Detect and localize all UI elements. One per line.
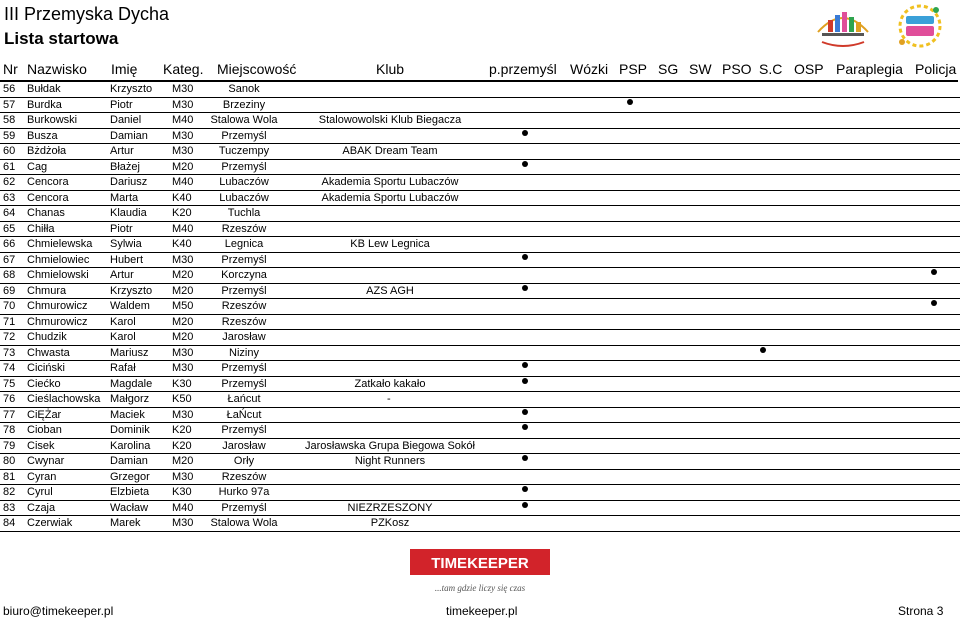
table-row [0,82,960,98]
table-row [0,485,960,501]
row-surname: Czaja [27,501,56,514]
row-club: Zatkało kakało [354,377,426,390]
row-nr: 58 [3,114,16,126]
table-row [0,516,960,532]
table-row [0,284,960,300]
row-surname: Burdka [27,98,62,111]
table-row [0,423,960,439]
row-nr: 84 [3,517,16,529]
table-row [0,439,960,455]
row-firstname: Maciek [110,408,145,421]
category-mark-dot [522,424,528,430]
table-row [0,206,960,222]
row-firstname: Waldem [110,300,150,312]
row-firstname: Sylwia [110,238,142,250]
category-mark-dot [627,99,633,105]
row-city: Przemyśl [221,160,267,173]
row-category: K20 [172,207,192,219]
row-city: Przemyśl [221,424,267,436]
table-row [0,268,960,284]
col-sw: SW [689,61,712,77]
row-city: Jarosław [222,439,266,452]
row-firstname: Daniel [110,114,142,126]
row-club: Jarosławska Grupa Biegowa Sokół [305,439,475,452]
row-nr: 64 [3,207,16,219]
row-surname: Chudzik [27,331,67,343]
table-row [0,454,960,470]
table-row [0,191,960,207]
row-surname: Cisek [27,439,55,452]
col-sg: SG [658,61,679,77]
row-firstname: Mariusz [110,346,149,359]
row-surname: Bżdżoła [27,145,67,157]
row-category: M20 [172,269,194,281]
category-mark-dot [522,502,528,508]
row-surname: Chmielowski [27,269,89,281]
category-mark-dot [760,347,766,353]
row-firstname: Artur [110,269,134,281]
row-firstname: Elzbieta [110,486,150,498]
row-category: M20 [172,331,194,343]
row-category: K30 [172,486,192,498]
row-surname: Cwynar [27,455,65,467]
row-firstname: Damian [110,129,148,142]
row-nr: 80 [3,455,16,467]
row-category: K40 [172,191,192,204]
row-nr: 76 [3,393,16,405]
table-header [0,61,960,79]
row-nr: 69 [3,284,16,297]
table-row [0,253,960,269]
row-city: Lubaczów [219,176,269,188]
row-surname: Chanas [27,207,65,219]
row-city: Przemyśl [221,129,267,142]
row-nr: 67 [3,253,16,266]
svg-text:TIMEKEEPER: TIMEKEEPER [431,555,529,572]
col-sc: S.C [759,61,783,77]
row-city: Rzeszów [221,222,267,235]
row-surname: Burkowski [27,114,78,126]
row-nr: 61 [3,160,16,173]
row-city: Stalowa Wola [210,114,278,126]
row-category: M30 [172,346,194,359]
row-category: M40 [172,114,194,126]
col-policja: Policja [915,61,957,77]
row-surname: Cioban [27,424,62,436]
row-nr: 68 [3,269,16,281]
row-surname: Cag [27,160,48,173]
row-city: Hurko 97a [218,486,270,498]
row-club: Akademia Sportu Lubaczów [321,176,459,188]
row-category: M20 [172,160,194,173]
row-category: M30 [172,408,194,421]
row-firstname: Karol [110,331,136,343]
footer-page: Strona 3 [898,604,944,618]
col-nr: Nr [3,61,18,77]
col-wozki: Wózki [570,61,609,77]
category-mark-dot [931,269,937,275]
row-club: Night Runners [354,455,426,467]
row-nr: 81 [3,470,16,483]
col-psp: PSP [619,61,648,77]
category-mark-dot [522,409,528,415]
row-city: Legnica [224,238,264,250]
table-row [0,222,960,238]
footer-email[interactable]: biuro@timekeeper.pl [3,604,114,618]
row-city: Stalowa Wola [210,517,278,529]
row-category: K30 [172,377,192,390]
table-row [0,299,960,315]
row-surname: Busza [27,129,58,142]
col-p-przemysl: p.przemyśl [489,61,557,77]
row-surname: Cyrul [27,486,53,498]
row-club: - [387,393,391,405]
row-nr: 72 [3,331,16,343]
table-row [0,392,960,408]
table-row [0,113,960,129]
category-mark-dot [522,161,528,167]
row-firstname: Karol [110,315,136,328]
row-category: K20 [172,439,192,452]
table-row [0,361,960,377]
row-nr: 63 [3,191,16,204]
przemyska-dycha-logo [888,2,952,50]
row-nr: 71 [3,315,16,328]
row-nr: 56 [3,83,16,95]
table-row [0,330,960,346]
category-mark-dot [522,285,528,291]
row-surname: Czerwiak [27,517,73,529]
row-nr: 62 [3,176,16,188]
table-row [0,377,960,393]
row-surname: Cencora [27,176,69,188]
row-category: M40 [172,222,194,235]
row-surname: Cencora [27,191,69,204]
row-club: AZS AGH [366,284,414,297]
category-mark-dot [522,362,528,368]
timekeeper-logo [410,549,550,597]
row-nr: 75 [3,377,16,390]
table-row [0,408,960,424]
row-nr: 77 [3,408,16,421]
row-city: Rzeszów [221,315,267,328]
row-surname: Ciećko [27,377,61,390]
row-surname: Bułdak [27,83,61,95]
row-category: M20 [172,455,194,467]
col-klub: Klub [376,61,405,77]
col-imie: Imię [111,61,138,77]
row-nr: 82 [3,486,16,498]
row-surname: Cyran [27,470,57,483]
row-category: M30 [172,145,194,157]
document-title: III Przemyska Dycha [4,4,170,24]
row-firstname: Magdale [110,377,153,390]
row-firstname: Wacław [110,501,149,514]
row-firstname: Artur [110,145,134,157]
row-firstname: Karolina [110,439,151,452]
row-city: ŁaŃcut [226,408,262,421]
row-nr: 78 [3,424,16,436]
row-category: M20 [172,315,194,328]
row-nr: 83 [3,501,16,514]
row-city: Jarosław [222,331,266,343]
row-nr: 59 [3,129,16,142]
row-city: Przemyśl [221,253,267,266]
row-city: Przemyśl [221,377,267,390]
row-category: M30 [172,362,194,374]
col-paraplegia: Paraplegia [836,61,903,77]
table-row [0,175,960,191]
row-city: Przemyśl [221,284,267,297]
col-nazwisko: Nazwisko [27,61,87,77]
row-city: Przemyśl [221,362,267,374]
table-row [0,129,960,145]
table-row [0,346,960,362]
footer-site[interactable]: timekeeper.pl [446,604,518,618]
row-surname: Chmura [27,284,67,297]
row-nr: 79 [3,439,16,452]
row-category: M30 [172,470,194,483]
row-firstname: Małgorz [110,393,150,405]
row-category: M20 [172,284,194,297]
row-category: M40 [172,176,194,188]
row-firstname: Rafał [110,362,136,374]
row-category: M30 [172,98,194,111]
row-city: Brzeziny [222,98,266,111]
row-nr: 70 [3,300,16,312]
table-row [0,160,960,176]
row-surname: Chiłła [27,222,55,235]
row-category: M30 [172,129,194,142]
row-surname: Cieślachowska [27,393,101,405]
table-row [0,501,960,517]
event-logo [812,2,874,50]
row-category: K50 [172,393,192,405]
category-mark-dot [522,455,528,461]
row-category: M40 [172,501,194,514]
row-firstname: Krzyszto [110,284,153,297]
row-firstname: Krzyszto [110,83,153,95]
row-firstname: Hubert [110,253,144,266]
document-subtitle: Lista startowa [4,29,119,48]
row-nr: 74 [3,362,16,374]
row-city: Orły [233,455,255,467]
col-kateg: Kateg. [163,61,204,77]
row-firstname: Błażej [110,160,140,173]
category-mark-dot [522,486,528,492]
row-category: M30 [172,517,194,529]
row-surname: Chmurowicz [27,300,88,312]
category-mark-dot [522,130,528,136]
row-city: Przemyśl [221,501,267,514]
row-firstname: Dariusz [110,176,148,188]
table-row [0,237,960,253]
row-category: M50 [172,300,194,312]
row-city: Rzeszów [221,300,267,312]
row-surname: Chmielewska [27,238,93,250]
table-row [0,470,960,486]
row-category: K20 [172,424,192,436]
row-club: KB Lew Legnica [350,238,430,250]
row-surname: Ciciński [27,362,65,374]
row-firstname: Dominik [110,424,150,436]
row-nr: 73 [3,346,16,359]
row-nr: 66 [3,238,16,250]
table-row [0,315,960,331]
category-mark-dot [522,378,528,384]
row-category: M30 [172,83,194,95]
col-pso: PSO [722,61,752,77]
table-row [0,144,960,160]
row-city: Tuchla [227,207,261,219]
row-firstname: Piotr [110,98,133,111]
table-row [0,98,960,114]
row-firstname: Damian [110,455,148,467]
row-city: Korczyna [221,269,267,281]
row-surname: Chmielowiec [27,253,90,266]
row-city: Lubaczów [219,191,269,204]
col-osp: OSP [794,61,824,77]
col-miejscowosc: Miejscowość [217,61,297,77]
row-category: M30 [172,253,194,266]
row-nr: 57 [3,98,16,111]
row-club: ABAK Dream Team [342,145,438,157]
row-surname: Chmurowicz [27,315,88,328]
row-firstname: Marek [110,517,141,529]
row-surname: CiĘŻar [27,408,62,421]
row-firstname: Piotr [110,222,133,235]
start-list-table [0,82,960,532]
row-city: Tuczempy [218,145,270,157]
row-firstname: Klaudia [110,207,147,219]
row-firstname: Marta [110,191,139,204]
row-club: PZKosz [370,517,410,529]
row-city: Łańcut [227,393,261,405]
row-surname: Chwasta [27,346,70,359]
row-category: K40 [172,238,192,250]
category-mark-dot [522,254,528,260]
row-city: Niziny [229,346,259,359]
row-firstname: Grzegor [110,470,150,483]
row-city: Rzeszów [221,470,267,483]
row-club: NIEZRZESZONY [347,501,433,514]
category-mark-dot [931,300,937,306]
row-nr: 60 [3,145,16,157]
row-nr: 65 [3,222,16,235]
svg-text:...tam gdzie liczy się czas: ...tam gdzie liczy się czas [434,583,526,593]
row-club: Akademia Sportu Lubaczów [321,191,459,204]
row-city: Sanok [228,83,260,95]
row-club: Stalowowolski Klub Biegacza [318,114,462,126]
